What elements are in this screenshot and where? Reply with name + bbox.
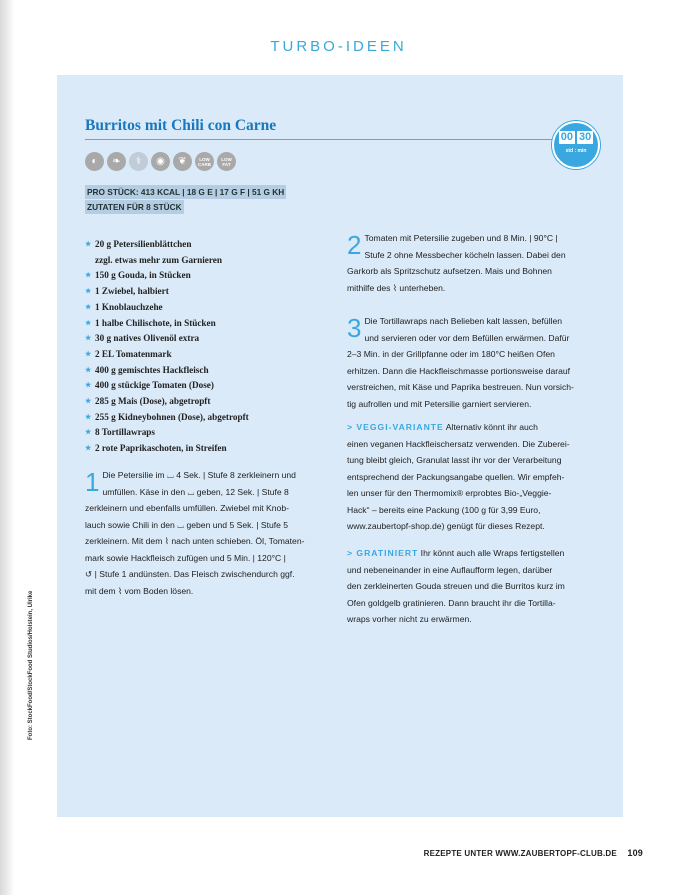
ingredient-item	[85, 410, 325, 426]
tip-gratiniert	[347, 545, 597, 628]
ingredient-note: zzgl. etwas mehr zum Garnieren	[95, 254, 222, 265]
footer-url-text[interactable]: REZEPTE UNTER WWW.ZAUBERTOPF-CLUB.DE	[423, 849, 617, 858]
vegetarian-icon: ◐	[85, 152, 104, 171]
ingredient-text: 1 halbe Chilischote, in Stücken	[95, 317, 216, 328]
tip-text-line: > GRATINIERT Ihr könnt auch alle Wraps fertigstellen	[347, 548, 565, 558]
recipe-card	[57, 75, 623, 817]
step-number: 3	[347, 313, 362, 343]
step-text-line: mit dem ⌇ vom Boden lösen.	[85, 585, 194, 596]
ingredient-item	[85, 300, 325, 316]
leaf-icon: ❧	[107, 152, 126, 171]
title-divider	[85, 139, 561, 140]
low-carb-icon: LOW CARB	[195, 152, 214, 171]
step-text-line: umfüllen. Käse in den ⌴ geben, 12 Sek. | Stufe 8	[102, 486, 289, 497]
tip-text-line: > VEGGI-VARIANTE Alternativ könnt ihr auch	[347, 422, 538, 432]
nutrition-block	[85, 185, 286, 215]
tip-text-line: den zerkleinerten Gouda streuen und die Burritos kurz im	[347, 581, 565, 591]
ingredient-item	[85, 331, 325, 347]
ingredient-text: 1 Zwiebel, halbiert	[95, 286, 169, 297]
ingredient-item	[85, 268, 325, 284]
step-1	[85, 467, 325, 599]
ingredient-text: 255 g Kidneybohnen (Dose), abgetropft	[95, 411, 249, 422]
ingredient-item	[85, 425, 325, 441]
ingredient-text: 400 g stückige Tomaten (Dose)	[95, 380, 214, 391]
timer-hours: 00	[560, 131, 573, 143]
tip-text-line: Ofen goldgelb gratinieren. Dann braucht ihr die Tortilla-	[347, 597, 556, 608]
timer-badge	[552, 121, 600, 169]
timer-unit: std : min	[565, 148, 587, 154]
step-text-line: Garkorb als Spritzschutz aufsetzen. Mais und Bohnen	[347, 266, 552, 276]
ingredient-item	[85, 237, 325, 268]
step-text-line: zerkleinern. Mit dem ⌇ nach unten schieben. Öl, Tomaten-	[85, 536, 305, 546]
step-text-line: 2–3 Min. in der Grillpfanne oder im 180°C heißen Ofen	[347, 349, 555, 359]
ingredient-text: 400 g gemischtes Hackfleisch	[95, 364, 209, 375]
step-text-line: und servieren oder vor dem Befüllen erwärmen. Dafür	[364, 332, 570, 343]
step-text-line: tig aufrollen und mit Petersilie garniert servieren.	[347, 398, 532, 409]
step-2	[347, 230, 597, 296]
step-3	[347, 313, 597, 412]
step-number: 1	[85, 467, 100, 497]
step-text-line: lauch sowie Chili in den ⌴ geben und 5 Sek. | Stufe 5	[85, 519, 289, 530]
ingredient-text: 8 Tortillawraps	[95, 427, 155, 438]
diet-icon-row	[85, 152, 236, 171]
bird-icon: ❦	[173, 152, 192, 171]
wheat-icon: ⚕	[129, 152, 148, 171]
ingredient-item	[85, 394, 325, 410]
tip-text-line: und nebeneinander in eine Auflaufform legen, darüber	[347, 564, 553, 575]
step-text-line: mark sowie Hackfleisch zufügen und 5 Min. | 120°C |	[85, 552, 286, 563]
ingredient-list	[85, 237, 325, 457]
ingredient-text: 150 g Gouda, in Stücken	[95, 270, 191, 281]
ingredient-item	[85, 378, 325, 394]
milk-free-icon: ◉	[151, 152, 170, 171]
ingredient-text: 20 g Petersilienblättchen	[95, 239, 192, 249]
ingredient-item	[85, 316, 325, 332]
tip-text-line: wraps vorher nicht zu erwärmen.	[347, 614, 472, 624]
tip-veggi-variante	[347, 419, 597, 535]
ingredient-text: 30 g natives Olivenöl extra	[95, 333, 200, 344]
ingredient-text: 1 Knoblauchzehe	[95, 301, 163, 312]
ingredient-item	[85, 347, 325, 363]
step-text-line: erhitzen. Dann die Hackfleischmasse portionsweise darauf	[347, 365, 571, 376]
page-footer	[424, 848, 643, 858]
photo-credit: Foto: StockFood/StockFood Studios/Holstein, Ulrike	[28, 590, 34, 740]
step-text-line: Stufe 2 ohne Messbecher köcheln lassen. Dabei den	[364, 249, 566, 260]
page-spine	[0, 0, 14, 895]
low-fat-icon: LOW FAT	[217, 152, 236, 171]
tip-label: > GRATINIERT	[347, 548, 419, 558]
ingredient-text: 2 EL Tomatenmark	[95, 348, 172, 359]
tip-label: > VEGGI-VARIANTE	[347, 422, 444, 432]
ingredient-text: 285 g Mais (Dose), abgetropft	[95, 396, 211, 407]
tip-text-line: www.zaubertopf-shop.de) genügt für dieses Rezept.	[347, 521, 545, 531]
section-title: TURBO-IDEEN	[270, 38, 407, 55]
step-text-line: mithilfe des ⌇ unterheben.	[347, 282, 446, 293]
tip-text-line: Hack“ – bereits eine Packung (100 g für 3,99 Euro,	[347, 504, 541, 515]
step-text-line: verstreichen, mit Käse und Paprika bestreuen. Nun vorsich-	[347, 382, 574, 392]
servings-info: ZUTATEN FÜR 8 STÜCK	[87, 202, 182, 212]
step-text-line: Die Tortillawraps nach Belieben kalt lassen, befüllen	[364, 316, 563, 326]
tip-text-line: tung bleibt gleich, Granulat lasst ihr vor der Verarbeitung	[347, 455, 562, 465]
recipe-title: Burritos mit Chili con Carne	[85, 117, 277, 134]
page-number: 109	[627, 848, 643, 858]
nutrition-info: PRO STÜCK: 413 KCAL | 18 G E | 17 G F | 51 G KH	[87, 187, 285, 197]
ingredient-item	[85, 284, 325, 300]
step-text-line: Die Petersilie im ⌴ 4 Sek. | Stufe 8 zerkleinern und	[102, 470, 296, 480]
ingredient-text: 2 rote Paprikaschoten, in Streifen	[95, 443, 227, 454]
ingredient-item	[85, 363, 325, 379]
ingredient-item	[85, 441, 325, 457]
tip-text-line: einen veganen Hackfleischersatz verwenden. Die Zuberei-	[347, 438, 570, 449]
step-text-line: ↺ | Stufe 1 andünsten. Das Fleisch zwischendurch ggf.	[85, 569, 295, 579]
tip-text-line: len unser für den Thermomix® erprobtes Bio-„Veggie-	[347, 488, 552, 498]
step-text-line: Tomaten mit Petersilie zugeben und 8 Min. | 90°C |	[364, 233, 558, 243]
step-number: 2	[347, 230, 362, 260]
tip-text-line: entsprechend der Packungsangabe quellen. Wir empfeh-	[347, 471, 565, 482]
timer-minutes: 30	[579, 131, 592, 143]
step-text-line: zerkleinern und ebenfalls umfüllen. Zwiebel mit Knob-	[85, 503, 289, 513]
